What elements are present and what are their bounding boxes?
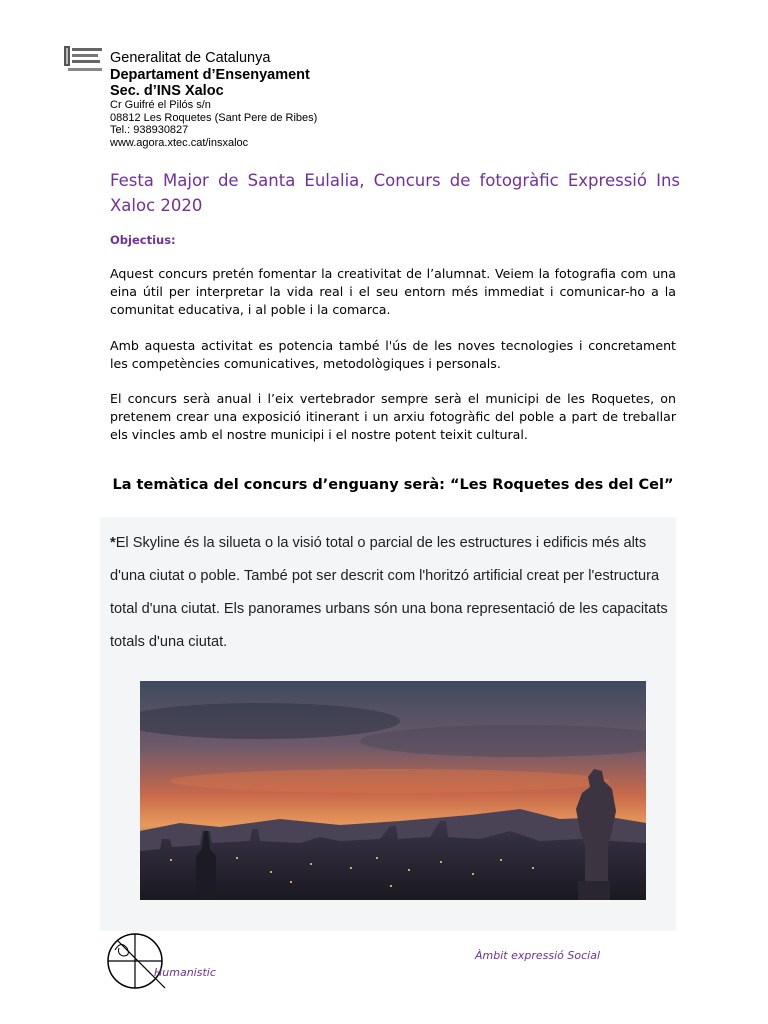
- letterhead: [110, 50, 317, 149]
- paragraph-technology: Amb aquesta activitat es potencia també l'ús de les noves tecnologies i concretament les competències comunicatives, metodològiques i personals.: [110, 338, 676, 371]
- skyline-definition-box: [100, 517, 676, 931]
- objectives-label: Objectius:: [110, 233, 176, 247]
- document-title: Festa Major de Santa Eulalia, Concurs de fotogràfic Expressió Ins Xaloc 2020: [110, 171, 680, 215]
- footer-humanistic: Humanistic: [154, 966, 216, 979]
- letterhead-address2: 08812 Les Roquetes (Sant Pere de Ribes): [110, 111, 318, 124]
- letterhead-website[interactable]: www.agora.xtec.cat/insxaloc: [110, 136, 249, 149]
- skyline-asterisk: *: [110, 535, 116, 551]
- paragraph-annual: El concurs serà anual i l’eix vertebrador sempre serà el municipi de les Roquetes, on pretenem crear una exposició itinerant i un arxiu fotogràfic del poble a part de treballar els vincles amb el nostre municipi i el nostre potent teixit cultural.: [110, 391, 676, 442]
- humanistic-logo-icon: [103, 930, 171, 992]
- letterhead-school: Sec. d’INS Xaloc: [110, 83, 224, 99]
- footer-ambit: Àmbit expressió Social: [475, 949, 600, 962]
- letterhead-phone: Tel.: 938930827: [110, 124, 189, 137]
- skyline-photo: [140, 681, 646, 900]
- skyline-definition: [110, 527, 670, 659]
- contest-theme: La temàtica del concurs d’enguany serà: “Les Roquetes des del Cel”: [112, 477, 674, 493]
- letterhead-address1: Cr Guifré el Pilós s/n: [110, 99, 211, 111]
- letterhead-government: Generalitat de Catalunya: [110, 50, 271, 66]
- paragraph-intro: Aquest concurs pretén fomentar la creativitat de l’alumnat. Veiem la fotografia com una eina útil per interpretar la vida real i el seu entorn més immediat i comunicar-ho a la comunitat educativa, i al poble i la comarca.: [110, 266, 676, 317]
- letterhead-department: Departament d’Ensenyament: [110, 67, 310, 83]
- skyline-definition-text: El Skyline és la silueta o la visió total o parcial de les estructures i edificis més alts d'una ciutat o poble. També pot ser descrit com l'horitzó artificial creat per l'estructura total d'una ciutat. Els panorames urbans són una bona representació de les capacitats totals d'una ciutat.: [110, 535, 668, 650]
- generalitat-logo: [64, 46, 104, 80]
